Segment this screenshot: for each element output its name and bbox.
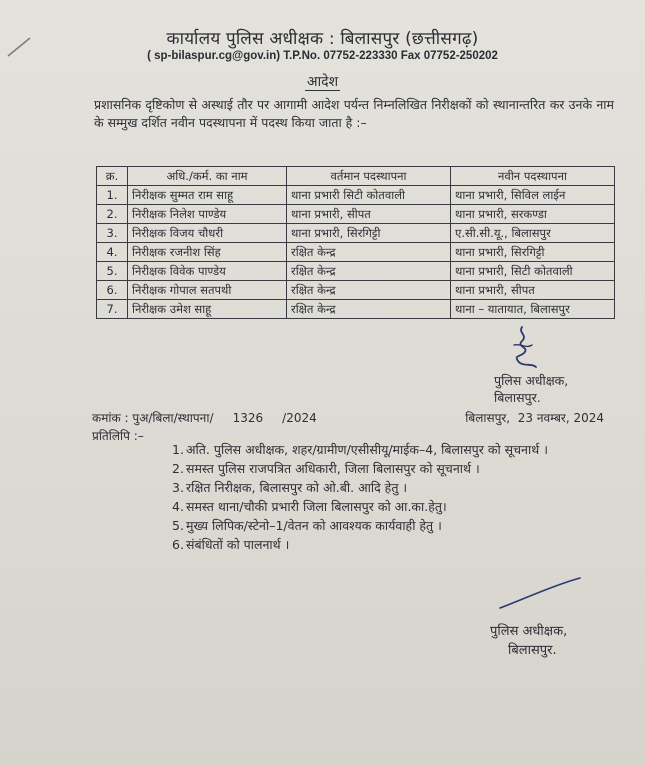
reference-number: कमांक : पुअ/बिला/स्थापना/ 1326 /2024 xyxy=(92,411,317,425)
list-item xyxy=(172,459,602,478)
list-item-text: समस्त थाना/चौकी प्रभारी जिला बिलासपुर को आ.का.हेतु। xyxy=(186,499,447,514)
serial-cell: 2. xyxy=(97,205,128,224)
list-item-text: अति. पुलिस अधीक्षक, शहर/ग्रामीण/एसीसीयू/माईक–4, बिलासपुर को सूचनार्थ । xyxy=(186,442,548,457)
name-cell: निरीक्षक गोपाल सतपथी xyxy=(128,281,287,300)
office-title: कार्यालय पुलिस अधीक्षक : बिलासपुर (छत्तीसगढ़) xyxy=(166,29,479,49)
new-posting-cell: ए.सी.सी.यू., बिलासपुर xyxy=(451,224,615,243)
current-posting-cell: रक्षित केन्द्र xyxy=(287,300,451,319)
table-header-row xyxy=(97,167,615,186)
list-item xyxy=(172,478,602,497)
signature-stroke-icon xyxy=(496,574,586,614)
current-posting-cell: थाना प्रभारी, सीपत xyxy=(287,205,451,224)
signatory-block-bottom xyxy=(490,622,567,660)
list-item-number: 5. xyxy=(172,518,184,533)
new-posting-cell: थाना प्रभारी, सिविल लाईन xyxy=(451,186,615,205)
list-item xyxy=(172,516,602,535)
table-row xyxy=(97,300,615,319)
serial-cell: 7. xyxy=(97,300,128,319)
table-row xyxy=(97,205,615,224)
column-header-name: अधि./कर्म. का नाम xyxy=(128,167,287,186)
list-item-number: 1. xyxy=(172,442,184,457)
current-posting-cell: रक्षित केन्द्र xyxy=(287,243,451,262)
reference-date: बिलासपुर, 23 नवम्बर, 2024 xyxy=(465,411,604,425)
order-heading-text: आदेश xyxy=(306,74,339,90)
serial-cell: 6. xyxy=(97,281,128,300)
transfer-table xyxy=(96,166,615,319)
list-item xyxy=(172,440,602,459)
signatory-designation: पुलिस अधीक्षक, xyxy=(494,373,569,388)
serial-cell: 3. xyxy=(97,224,128,243)
copy-to-label: प्रतिलिपि :– xyxy=(92,429,144,443)
signatory-place: बिलासपुर. xyxy=(494,390,541,405)
table-row xyxy=(97,281,615,300)
list-item xyxy=(172,535,602,554)
order-heading xyxy=(0,72,645,91)
name-cell: निरीक्षक विवेक पाण्डेय xyxy=(128,262,287,281)
signatory-place: बिलासपुर. xyxy=(508,643,557,658)
list-item xyxy=(172,497,602,516)
new-posting-cell: थाना – यातायात, बिलासपुर xyxy=(451,300,615,319)
name-cell: निरीक्षक सुम्मत राम साहू xyxy=(128,186,287,205)
serial-cell: 1. xyxy=(97,186,128,205)
list-item-text: रक्षित निरीक्षक, बिलासपुर को ओ.बी. आदि हेतु । xyxy=(186,480,408,495)
column-header-current-posting: वर्तमान पदस्थापना xyxy=(287,167,451,186)
table-row xyxy=(97,262,615,281)
current-posting-cell: रक्षित केन्द्र xyxy=(287,262,451,281)
new-posting-cell: थाना प्रभारी, सीपत xyxy=(451,281,615,300)
new-posting-cell: थाना प्रभारी, सिरगिट्टी xyxy=(451,243,615,262)
table-row xyxy=(97,243,615,262)
list-item-number: 3. xyxy=(172,480,184,495)
list-item-text: मुख्य लिपिक/स्टेनो–1/वेतन को आवश्यक कार्यवाही हेतु । xyxy=(186,518,442,533)
list-item-text: समस्त पुलिस राजपत्रित अधिकारी, जिला बिलासपुर को सूचनार्थ । xyxy=(186,461,480,476)
new-posting-cell: थाना प्रभारी, सिटी कोतवाली xyxy=(451,262,615,281)
table-row xyxy=(97,224,615,243)
new-posting-cell: थाना प्रभारी, सरकण्डा xyxy=(451,205,615,224)
list-item-number: 2. xyxy=(172,461,184,476)
name-cell: निरीक्षक रजनीश सिंह xyxy=(128,243,287,262)
list-item-number: 4. xyxy=(172,499,184,514)
column-header-new-posting: नवीन पदस्थापना xyxy=(451,167,615,186)
current-posting-cell: रक्षित केन्द्र xyxy=(287,281,451,300)
order-body-text: प्रशासनिक दृष्टिकोण से अस्थाई तौर पर आगामी आदेश पर्यन्त निम्नलिखित निरीक्षकों को स्थानान्तरित कर उनके नाम के सम्मुख दर्शित नवीन पदस्थापना में पदस्थ किया जाता है :– xyxy=(94,97,614,130)
office-contact-line: ( sp-bilaspur.cg@gov.in) T.P.No. 07752-223330 Fax 07752-250202 xyxy=(147,50,498,62)
copy-to-list xyxy=(172,440,602,554)
current-posting-cell: थाना प्रभारी, सिरगिट्टी xyxy=(287,224,451,243)
handwritten-signature-icon xyxy=(508,325,542,371)
name-cell: निरीक्षक विजय चौधरी xyxy=(128,224,287,243)
name-cell: निरीक्षक उमेश साहू xyxy=(128,300,287,319)
table-row xyxy=(97,186,615,205)
list-item-number: 6. xyxy=(172,537,184,552)
list-item-text: संबंधितों को पालनार्थ । xyxy=(186,537,290,552)
signatory-block-top xyxy=(494,372,568,406)
column-header-serial: क्र. xyxy=(97,167,128,186)
name-cell: निरीक्षक निलेश पाण्डेय xyxy=(128,205,287,224)
signatory-designation: पुलिस अधीक्षक, xyxy=(490,624,568,639)
serial-cell: 4. xyxy=(97,243,128,262)
current-posting-cell: थाना प्रभारी सिटी कोतवाली xyxy=(287,186,451,205)
serial-cell: 5. xyxy=(97,262,128,281)
